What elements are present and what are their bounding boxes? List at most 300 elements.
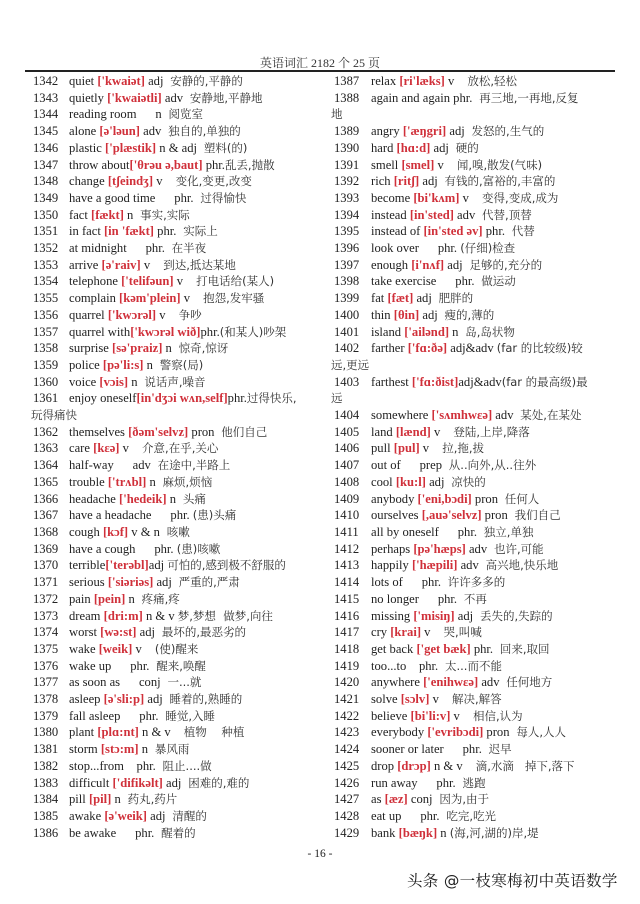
entry-phonetic: [pul] [393, 441, 420, 456]
entry-number: 1350 [33, 207, 59, 222]
entry-number: 1403 [334, 374, 360, 389]
entry-part-of-speech: phr. [202, 157, 225, 172]
entry-number: 1388 [334, 90, 360, 105]
entry-part-of-speech: n [166, 491, 180, 506]
page-header-title: 英语词汇 2182 个 25 页 [259, 56, 380, 70]
vocab-entry [33, 223, 333, 240]
entry-translation: 登陆,上岸,降落 [449, 424, 530, 439]
entry-number: 1410 [334, 508, 360, 523]
entry-word: out of [371, 458, 401, 473]
vocab-entry [334, 608, 624, 625]
entry-phonetic: [pil] [88, 792, 112, 807]
entry-number: 1426 [334, 775, 360, 790]
entry-phonetic: [in'sted əv] [423, 224, 483, 239]
entry-part-of-speech: phr. [418, 591, 461, 606]
entry-word: relax [371, 74, 400, 88]
entry-number: 1370 [33, 558, 59, 573]
entry-number: 1368 [33, 524, 59, 539]
entry-part-of-speech: v [173, 274, 193, 289]
vocab-entry [334, 674, 624, 691]
vocab-entry [33, 257, 333, 274]
entry-number: 1353 [33, 257, 59, 272]
entry-phonetic: ['terəbl] [105, 558, 149, 573]
entry-translation: 醒来,唤醒 [152, 658, 206, 673]
vocab-entry [33, 374, 333, 391]
vocab-entry [331, 90, 624, 123]
entry-phonetic: [ə'ləun] [99, 124, 140, 139]
entry-part-of-speech: phr. [135, 541, 177, 556]
entry-part-of-speech: v [429, 692, 449, 707]
entry-phonetic: ['sʌmhwεə] [431, 408, 493, 423]
entry-part-of-speech: adv [161, 90, 187, 105]
entry-translation: 介意,在乎,关心 [138, 441, 219, 456]
page-number: - 16 - [307, 848, 333, 860]
entry-phonetic: [plɑ:nt] [97, 725, 139, 740]
entry-translation: 植物 种植 [180, 725, 245, 740]
entry-part-of-speech: pron [481, 508, 511, 523]
entry-word: serious [69, 575, 108, 590]
entry-phonetic: ['enihwεə] [423, 675, 479, 690]
entry-word: instead of [371, 224, 424, 239]
entry-number: 1429 [334, 825, 360, 840]
entry-translation: 任何人 [501, 491, 540, 506]
vocab-entry [334, 307, 624, 324]
entry-translation: 梦,梦想 做梦,向往 [177, 608, 273, 623]
vocab-entry [334, 641, 624, 658]
vocab-entry [33, 324, 333, 341]
entry-phonetic: ['fɑ:ðə] [407, 341, 448, 356]
vocab-entry [33, 541, 333, 558]
vocab-entry [33, 674, 333, 691]
entry-phonetic: [sɔlv] [400, 692, 430, 707]
entry-part-of-speech: v [153, 174, 172, 189]
entry-number: 1378 [33, 692, 59, 707]
vocab-entry [334, 223, 624, 240]
entry-part-of-speech: adj [430, 140, 453, 155]
entry-number: 1376 [33, 658, 59, 673]
entry-word: complain [69, 291, 120, 306]
entry-word: themselves [69, 424, 129, 439]
entry-phonetic: [lænd] [395, 424, 431, 439]
entry-number: 1359 [33, 357, 59, 372]
entry-number: 1413 [334, 558, 360, 573]
entry-translation: 警察(局) [156, 357, 204, 372]
entry-translation: 也许,可能 [490, 541, 544, 556]
entry-word: in fact [69, 224, 104, 239]
entry-number: 1399 [334, 291, 360, 306]
entry-translation: 从..向外,从..往外 [445, 458, 537, 473]
entry-number: 1394 [334, 207, 360, 222]
entry-number: 1356 [33, 307, 59, 322]
entry-phonetic: [bi'li:v] [410, 708, 451, 723]
entry-number: 1407 [334, 458, 360, 473]
entry-number: 1364 [33, 458, 59, 473]
entry-word: enough [371, 257, 412, 272]
entry-number: 1402 [334, 341, 360, 356]
entry-part-of-speech: n [136, 107, 165, 122]
entry-phonetic: [in 'fækt] [103, 224, 154, 239]
entry-part-of-speech: pron [471, 491, 502, 506]
entry-translation: 在半夜 [168, 241, 207, 256]
entry-phonetic: ['plæstik] [105, 140, 157, 155]
vocab-entry [33, 73, 333, 90]
entry-part-of-speech: n [162, 341, 175, 356]
entry-word: get back [371, 641, 417, 656]
entry-number: 1420 [334, 675, 360, 690]
entry-part-of-speech: v [421, 625, 440, 640]
entry-phonetic: [in'sted] [409, 207, 454, 222]
entry-part-of-speech: phr. [120, 708, 162, 723]
entry-word: run away [371, 775, 418, 790]
entry-phonetic: [bi'kʌm] [413, 190, 460, 205]
entry-number: 1414 [334, 575, 360, 590]
vocab-entry [334, 557, 624, 574]
entry-part-of-speech: adj [425, 474, 448, 489]
vocab-entry [334, 407, 624, 424]
vocab-entry [33, 457, 333, 474]
entry-translation: 乱丢,抛散 [224, 157, 275, 172]
entry-part-of-speech: prep [400, 458, 446, 473]
entry-phonetic: ['kwɔrəl wið] [130, 324, 201, 339]
entry-part-of-speech: adj [144, 74, 167, 88]
entry-word: quiet [69, 74, 98, 88]
entry-word: at midnight [69, 241, 127, 256]
entry-phonetic: [ə'weik] [104, 808, 147, 823]
entry-part-of-speech: adj [454, 608, 477, 623]
entry-translation: 过得愉快 [196, 190, 247, 205]
vocab-entry [334, 73, 624, 90]
entry-translation: 吃完,吃光 [442, 808, 497, 823]
entry-translation: 暴风雨 [151, 742, 190, 757]
entry-part-of-speech: phr. [470, 641, 497, 656]
entry-part-of-speech: adj [444, 257, 466, 272]
vocab-entry [33, 808, 333, 825]
entry-word: dream [69, 608, 104, 623]
entry-part-of-speech: phr. [482, 224, 509, 239]
entry-word: too...to [371, 658, 407, 673]
entry-part-of-speech: phr. [402, 575, 445, 590]
entry-phonetic: [drɔp] [397, 758, 431, 773]
entry-translation: 因为,由于 [435, 792, 490, 807]
vocab-entry [33, 357, 333, 374]
entry-word: farthest [371, 374, 412, 389]
entry-phonetic: [i'nʌf] [411, 257, 445, 272]
entry-word: alone [69, 124, 100, 139]
vocab-entry [334, 541, 624, 558]
entry-phonetic: [weik] [98, 641, 133, 656]
vocab-entry [334, 123, 624, 140]
entry-translation: 困难的,难的 [184, 775, 250, 790]
entry-phonetic: [pein] [93, 591, 126, 606]
vocab-entry [33, 591, 333, 608]
entry-part-of-speech: n [123, 207, 137, 222]
entry-word: have a cough [69, 541, 136, 556]
entry-part-of-speech: adj [136, 625, 159, 640]
entry-phonetic: ['misiŋ] [413, 608, 455, 623]
entry-number: 1401 [334, 324, 360, 339]
entry-part-of-speech: n [146, 474, 159, 489]
vocab-entry [33, 440, 333, 457]
entry-number: 1384 [33, 792, 59, 807]
entry-phonetic: [hɑ:d] [396, 140, 431, 155]
entry-translation: (海,河,湖的)岸,堤 [449, 825, 539, 840]
entry-number: 1393 [334, 190, 360, 205]
entry-part-of-speech: pron [188, 424, 218, 439]
entry-word: half-way [69, 458, 114, 473]
entry-word: drop [371, 758, 398, 773]
entry-part-of-speech: v [450, 708, 470, 723]
entry-translation: (使)醒来 [151, 641, 199, 656]
entry-word: farther [371, 341, 408, 356]
entry-translation: (患)头痛 [192, 508, 237, 523]
entry-phonetic: ['kwaiət] [97, 74, 145, 88]
entry-number: 1404 [334, 408, 360, 423]
entry-part-of-speech: adj&adv [458, 374, 502, 389]
entry-number: 1348 [33, 174, 59, 189]
entry-number: 1349 [33, 190, 59, 205]
entry-translation: 头痛 [179, 491, 206, 506]
vocab-entry [334, 273, 624, 290]
entry-translation: 他们自己 [217, 424, 268, 439]
vocab-entry [334, 658, 624, 675]
entry-translation-continued: 远,更远 [331, 357, 370, 372]
vocab-entry [33, 106, 333, 123]
entry-part-of-speech: adv [113, 458, 154, 473]
entry-word: fact [69, 207, 92, 222]
entry-phonetic: ['eni,bɔdi] [417, 491, 472, 506]
entry-part-of-speech: v [156, 307, 175, 322]
entry-word: worst [69, 625, 101, 640]
entry-part-of-speech: phr. [401, 808, 443, 823]
entry-number: 1369 [33, 541, 59, 556]
entry-word: arrive [69, 257, 102, 272]
entry-translation-continued: 玩得痛快 [31, 408, 77, 423]
entry-phonetic: [kɔf] [102, 524, 129, 539]
entry-part-of-speech: n & v [430, 758, 473, 773]
entry-part-of-speech: adj [153, 575, 175, 590]
entry-number: 1421 [334, 692, 360, 707]
watermark-text: 头条 @一枝寒梅初中英语数学 [407, 872, 618, 890]
entry-phonetic: ['evribɔdi] [427, 725, 484, 740]
entry-part-of-speech: v [180, 291, 200, 306]
entry-translation: 在途中,半路上 [154, 458, 231, 473]
entry-word: throw about [69, 157, 130, 172]
entry-phonetic: [smel] [401, 157, 435, 172]
entry-part-of-speech: n [111, 792, 124, 807]
entry-number: 1351 [33, 224, 59, 239]
entry-translation: 变得,变成,成为 [478, 190, 559, 205]
vocab-entry [33, 608, 333, 625]
entry-number: 1366 [33, 491, 59, 506]
entry-translation: 安静的,平静的 [166, 74, 243, 88]
vocab-entry [334, 574, 624, 591]
entry-part-of-speech: phr. [417, 775, 459, 790]
entry-translation: 安静地,平静地 [186, 90, 263, 105]
entry-word: anywhere [371, 675, 424, 690]
entry-translation: 咳嗽 [163, 524, 190, 539]
vocab-entry [331, 374, 624, 407]
entry-part-of-speech: phr. [200, 324, 220, 339]
entry-translation: (far 的比较级)较 [496, 341, 583, 356]
entry-part-of-speech: phr. [126, 241, 168, 256]
vocab-entry [33, 557, 333, 574]
entry-translation: 打电话给(某人) [192, 274, 275, 289]
entry-translation: 岛,岛状物 [461, 324, 515, 339]
entry-part-of-speech: v [444, 74, 464, 88]
entry-part-of-speech: conj [120, 675, 164, 690]
entry-number: 1392 [334, 174, 360, 189]
vocab-entry [334, 624, 624, 641]
entry-part-of-speech: v [132, 641, 152, 656]
entry-number: 1354 [33, 274, 59, 289]
entry-phonetic: [ə'raiv] [101, 257, 141, 272]
entry-part-of-speech: v [434, 157, 454, 172]
entry-word: voice [69, 374, 100, 389]
entry-translation: (和某人)吵架 [219, 324, 287, 339]
entry-phonetic: ['get bæk] [416, 641, 471, 656]
entry-translation-continued: 地 [331, 107, 343, 122]
entry-translation: 瘦的,薄的 [440, 307, 495, 322]
entry-word: bank [371, 825, 399, 840]
entry-phonetic: [ðəm'selvz] [128, 424, 189, 439]
entry-number: 1346 [33, 140, 59, 155]
entry-phonetic: ['trʌbl] [107, 474, 147, 489]
entry-number: 1355 [33, 291, 59, 306]
vocab-entry [334, 708, 624, 725]
entry-word: storm [69, 742, 101, 757]
entry-number: 1390 [334, 140, 360, 155]
entry-translation: 醒着的 [157, 825, 196, 840]
entry-part-of-speech: v [119, 441, 139, 456]
entry-phonetic: ['difikəlt] [112, 775, 163, 790]
entry-translation: 拉,拖,拔 [438, 441, 485, 456]
entry-number: 1363 [33, 441, 59, 456]
entry-number: 1387 [334, 74, 360, 88]
entry-word: surprise [69, 341, 113, 356]
entry-part-of-speech: phr. [227, 391, 247, 406]
vocab-entry [33, 340, 333, 357]
vocab-entry [334, 474, 624, 491]
vocab-entry [33, 825, 333, 842]
vocab-entry [33, 157, 333, 174]
entry-word: plant [69, 725, 98, 740]
entry-translation: 滴,水滴 掉下,落下 [472, 758, 575, 773]
entry-translation: 太...而不能 [441, 658, 502, 673]
entry-part-of-speech: adj&adv [447, 341, 497, 356]
entry-number: 1425 [334, 758, 360, 773]
entry-word: lots of [371, 575, 403, 590]
entry-part-of-speech: v & n [128, 524, 164, 539]
vocab-entry [33, 741, 333, 758]
entry-translation: 塑料(的) [200, 140, 248, 155]
entry-translation: 阅览室 [164, 107, 203, 122]
entry-number: 1424 [334, 742, 360, 757]
entry-word: trouble [69, 474, 108, 489]
entry-number: 1422 [334, 708, 360, 723]
entry-word: quarrel with [69, 324, 131, 339]
header-divider [25, 70, 615, 72]
entry-translation: 闻,嗅,散发(气味) [453, 157, 543, 172]
entry-number: 1367 [33, 508, 59, 523]
entry-translation: 争吵 [174, 307, 202, 322]
entry-word: plastic [69, 140, 106, 155]
entry-number: 1396 [334, 241, 360, 256]
entry-translation: 我们自己 [510, 508, 561, 523]
vocab-entry [334, 324, 624, 341]
vocab-entry [33, 173, 333, 190]
entry-number: 1408 [334, 474, 360, 489]
vocab-entry [33, 724, 333, 741]
entry-word: eat up [371, 808, 402, 823]
entry-number: 1419 [334, 658, 360, 673]
entry-part-of-speech: adj [446, 124, 468, 139]
entry-word: perhaps [371, 541, 414, 556]
entry-number: 1395 [334, 224, 360, 239]
entry-word: as soon as [69, 675, 121, 690]
entry-word: thin [371, 307, 394, 322]
entry-word: cry [371, 625, 391, 640]
entry-translation: 回来,取回 [496, 641, 550, 656]
entry-translation: 解决,解答 [448, 692, 502, 707]
entry-word: again and again [371, 90, 451, 105]
entry-number: 1383 [33, 775, 59, 790]
entry-translation: 逃跑 [458, 775, 486, 790]
entry-part-of-speech: phr. [443, 742, 486, 757]
entry-translation: 睡着的,熟睡的 [165, 692, 243, 707]
entry-translation: (患)咳嗽 [176, 541, 221, 556]
entry-number: 1397 [334, 257, 360, 272]
entry-number: 1361 [33, 391, 59, 406]
entry-number: 1343 [33, 90, 59, 105]
entry-phonetic: [ku:l] [395, 474, 426, 489]
entry-phonetic: ['fɑ:ðist] [411, 374, 459, 389]
entry-number: 1374 [33, 625, 59, 640]
entry-translation: 凉快的 [447, 474, 486, 489]
entry-number: 1382 [33, 758, 59, 773]
entry-word: anybody [371, 491, 418, 506]
entry-translation: 有钱的,富裕的,丰富的 [440, 174, 556, 189]
entry-word: all by oneself [371, 524, 439, 539]
vocab-entry [33, 90, 333, 107]
left-vocab-column [33, 73, 333, 841]
entry-word: telephone [69, 274, 122, 289]
entry-word: ourselves [371, 508, 422, 523]
entry-part-of-speech: adv [465, 541, 491, 556]
entry-part-of-speech: adv [457, 558, 482, 573]
entry-part-of-speech: v [459, 190, 479, 205]
vocab-entry [33, 491, 333, 508]
entry-part-of-speech: adj [419, 307, 441, 322]
entry-translation: 说话声,噪音 [140, 374, 206, 389]
entry-part-of-speech: n & v [142, 608, 178, 623]
entry-phonetic: ['hæpili] [411, 558, 458, 573]
vocab-entry [33, 290, 333, 307]
entry-number: 1428 [334, 808, 360, 823]
entry-word: awake [69, 808, 105, 823]
entry-part-of-speech: adv [453, 207, 479, 222]
entry-number: 1352 [33, 241, 59, 256]
entry-number: 1389 [334, 124, 360, 139]
entry-part-of-speech: n [128, 374, 141, 389]
vocab-entry [334, 173, 624, 190]
entry-translation: 高兴地,快乐地 [481, 558, 559, 573]
vocab-entry [334, 775, 624, 792]
entry-word: land [371, 424, 396, 439]
entry-number: 1418 [334, 641, 360, 656]
entry-phonetic: ['θrəu ə,baut] [129, 157, 203, 172]
entry-translation: 代替,顶替 [478, 207, 532, 222]
entry-part-of-speech: phr. [154, 224, 180, 239]
